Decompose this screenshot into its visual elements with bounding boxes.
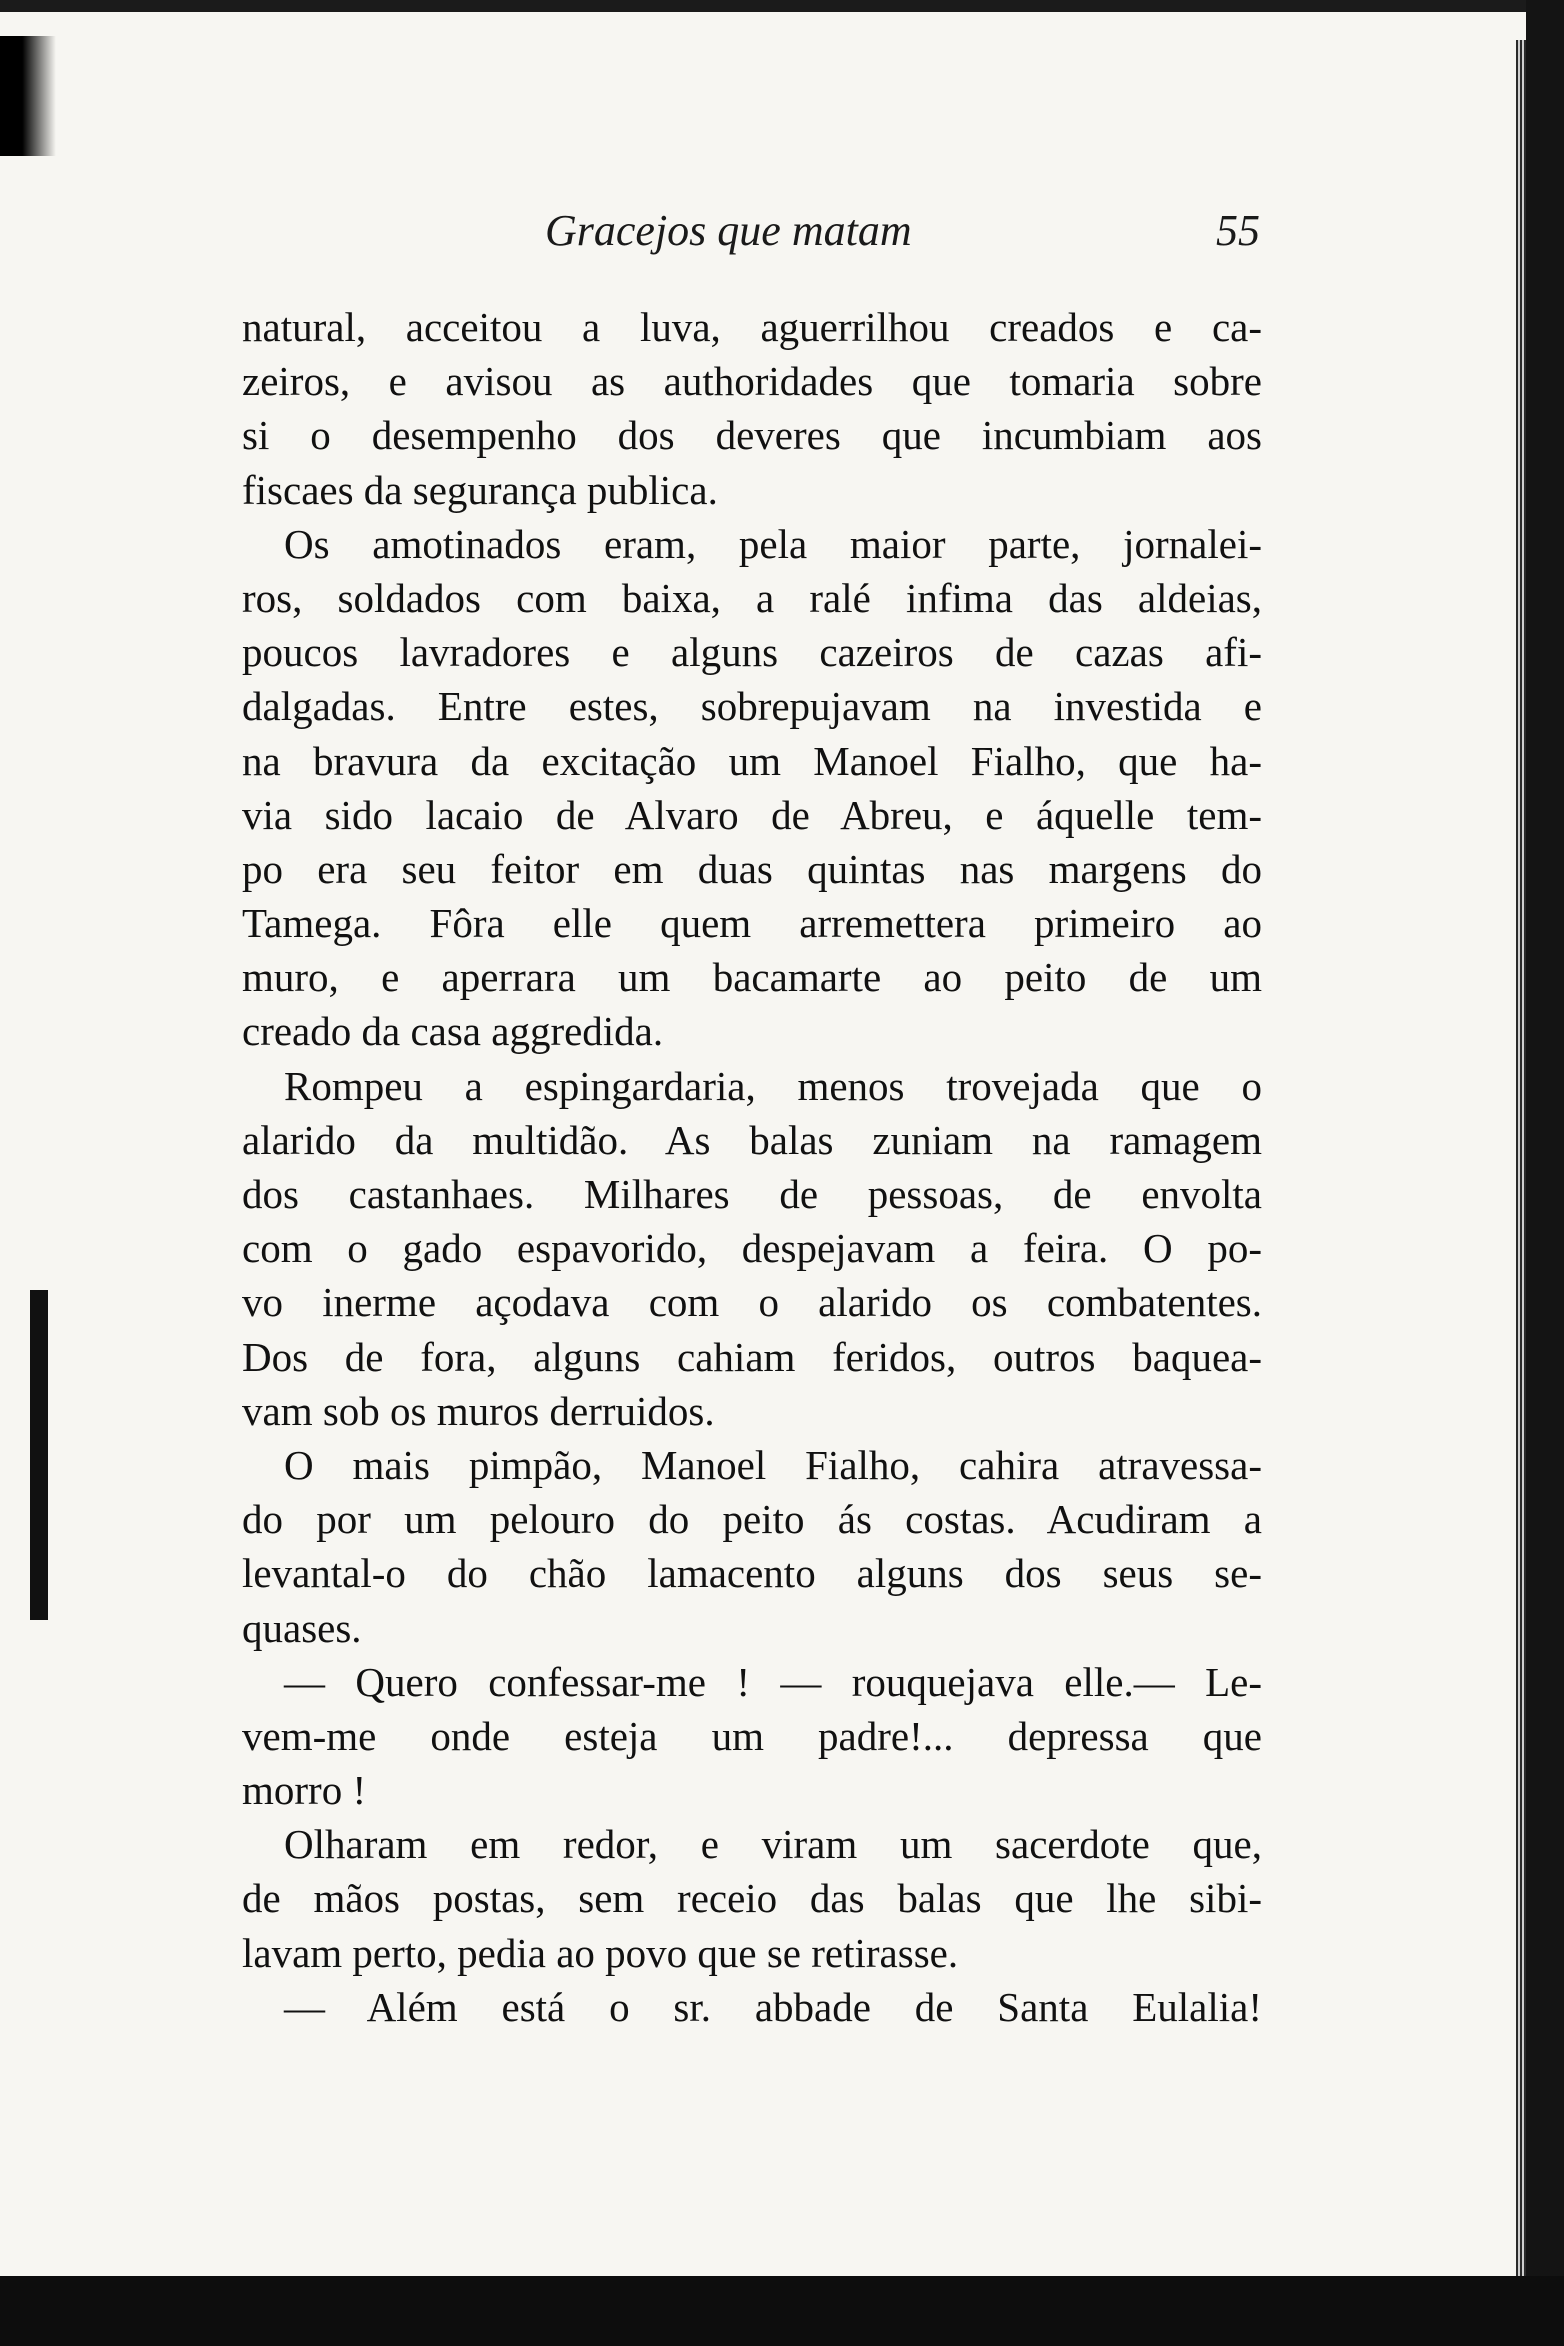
running-title: Gracejos que matam [545, 206, 912, 255]
text-line: dos castanhaes. Milhares de pessoas, de envolta [242, 1171, 1262, 1217]
text-line: si o desempenho dos deveres que incumbiam aos [242, 412, 1262, 459]
scan-edge-left-mark [30, 1290, 48, 1620]
text-line: — Além está o sr. abbade de Santa Eulalia! [284, 1983, 1262, 2030]
text-line: via sido lacaio de Alvaro de Abreu, e áquelle tem- [242, 791, 1262, 838]
text-line: Olharam em redor, e viram um sacerdote que, [284, 1821, 1262, 1868]
page-number: 55 [1216, 206, 1260, 255]
text-line: na bravura da excitação um Manoel Fialho, que ha- [242, 737, 1262, 784]
text-line: do por um pelouro do peito ás costas. Acudiram a [242, 1496, 1262, 1543]
text-line: natural, acceitou a luva, aguerrilhou creados e ca- [242, 304, 1262, 350]
text-line: quases. [242, 1604, 362, 1651]
text-line: ros, soldados com baixa, a ralé infima das aldeias, [242, 574, 1262, 621]
scan-edge-right [1526, 0, 1564, 2346]
text-line: de mãos postas, sem receio das balas que lhe sibi- [242, 1875, 1262, 1922]
text-line: muro, e aperrara um bacamarte ao peito de um [242, 954, 1262, 1001]
text-line: com o gado espavorido, despejavam a feira. O po- [242, 1225, 1262, 1272]
body-text [242, 300, 1262, 2034]
scan-edge-top [0, 0, 1564, 12]
scan-edge-bottom [0, 2276, 1564, 2346]
text-line: dalgadas. Entre estes, sobrepujavam na investida e [242, 683, 1262, 730]
text-line: poucos lavradores e alguns cazeiros de cazas afi- [242, 629, 1262, 676]
text-line: O mais pimpão, Manoel Fialho, cahira atravessa- [284, 1441, 1262, 1488]
text-line: levantal-o do chão lamacento alguns dos seus se- [242, 1550, 1262, 1597]
text-line: lavam perto, pedia ao povo que se retirasse. [242, 1929, 959, 1976]
scan-edge-left-top [0, 36, 56, 156]
text-line: vo inerme açodava com o alarido os combatentes. [242, 1279, 1262, 1326]
text-line: Rompeu a espingardaria, menos trovejada que o [284, 1062, 1262, 1109]
text-line: fiscaes da segurança publica. [242, 466, 718, 513]
text-line: zeiros, e avisou as authoridades que tomaria sobre [242, 358, 1262, 405]
text-line: Tamega. Fôra elle quem arremettera primeiro ao [242, 900, 1262, 947]
text-line: alarido da multidão. As balas zuniam na ramagem [242, 1116, 1262, 1163]
text-line: vem-me onde esteja um padre!... depressa que [242, 1712, 1262, 1759]
text-line: Dos de fora, alguns cahiam feridos, outros baquea- [242, 1333, 1262, 1380]
text-line: — Quero confessar-me ! — rouquejava elle.— Le- [284, 1658, 1262, 1705]
text-line: vam sob os muros derruidos. [242, 1387, 715, 1434]
scan-gutter-right [1516, 40, 1526, 2280]
text-line: creado da casa aggredida. [242, 1008, 664, 1055]
text-line: po era seu feitor em duas quintas nas margens do [242, 845, 1262, 892]
text-line: morro ! [242, 1767, 367, 1814]
page-header [240, 205, 1260, 265]
text-line: Os amotinados eram, pela maior parte, jornalei- [284, 520, 1262, 567]
